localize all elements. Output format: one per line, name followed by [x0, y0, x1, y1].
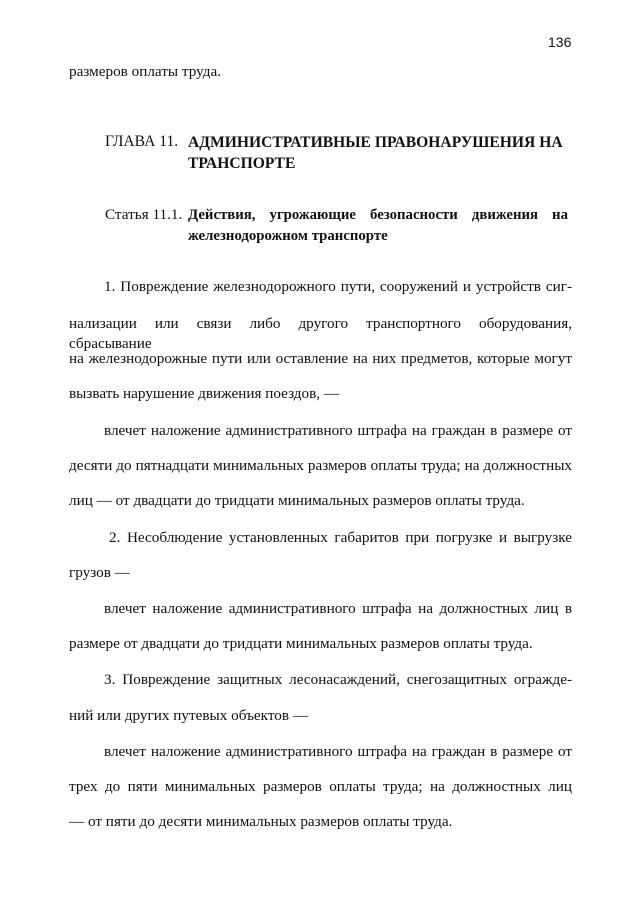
- article-title-line-2: железнодорожном транспорте: [188, 228, 388, 244]
- chapter-title-line-1: АДМИНИСТРАТИВНЫЕ ПРАВОНАРУШЕНИЯ НА: [188, 134, 563, 151]
- body-line: трех до пяти минимальных размеров оплаты труда; на должностных лиц: [69, 778, 572, 795]
- chapter-title: [188, 132, 568, 174]
- article-label: Статья 11.1.: [105, 206, 183, 223]
- body-line: 1. Повреждение железнодорожного пути, сооружений и устройств сиг-: [104, 278, 572, 295]
- body-line: на железнодорожные пути или оставление на них предметов, которые могут: [69, 350, 572, 367]
- page-number: 136: [548, 34, 572, 50]
- body-line: влечет наложение административного штрафа на граждан в размере от: [104, 422, 572, 439]
- article-title: [188, 205, 568, 247]
- intro-line: размеров оплаты труда.: [69, 63, 222, 80]
- body-line: грузов —: [69, 564, 130, 581]
- body-line: влечет наложение административного штрафа на должностных лиц в: [104, 600, 572, 617]
- chapter-title-line-2: ТРАНСПОРТЕ: [188, 155, 296, 172]
- article-title-line-1: Действия, угрожающие безопасности движения на: [188, 207, 568, 223]
- body-line: влечет наложение административного штрафа на граждан в размере от: [104, 743, 572, 760]
- body-line: нализации или связи либо другого транспортного оборудования, сбрасывание: [69, 315, 572, 352]
- body-line: десяти до пятнадцати минимальных размеров оплаты труда; на должностных: [69, 457, 572, 474]
- body-line: 2. Несоблюдение установленных габаритов при погрузке и выгрузке: [109, 529, 572, 546]
- body-line: вызвать нарушение движения поездов, —: [69, 385, 340, 402]
- body-line: — от пяти до десяти минимальных размеров оплаты труда.: [69, 813, 453, 830]
- body-line: лиц — от двадцати до тридцати минимальных размеров оплаты труда.: [69, 492, 525, 509]
- body-line: 3. Повреждение защитных лесонасаждений, снегозащитных огражде-: [104, 671, 572, 688]
- chapter-label: ГЛАВА 11.: [105, 133, 179, 150]
- body-line: ний или других путевых объектов —: [69, 707, 309, 724]
- body-line: размере от двадцати до тридцати минимальных размеров оплаты труда.: [69, 635, 533, 652]
